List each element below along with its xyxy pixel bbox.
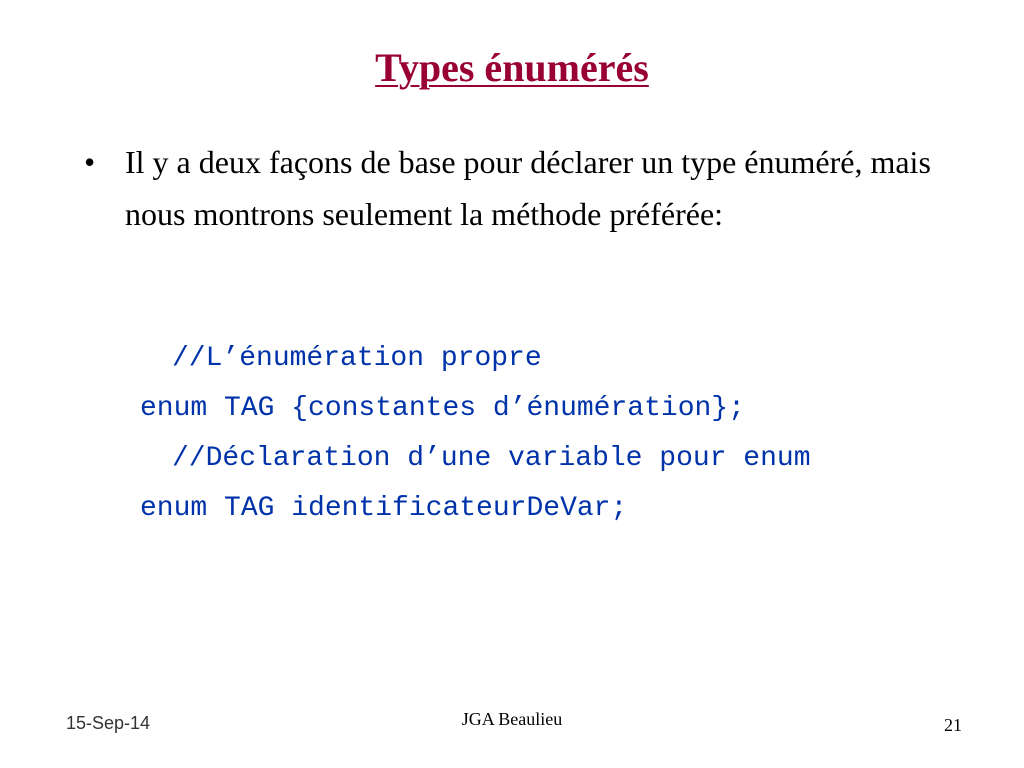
footer-page-number: 21 — [944, 715, 962, 735]
footer-date: 15-Sep-14 — [66, 713, 151, 733]
bullet-text: Il y a deux façons de base pour déclarer un type énuméré, mais nous montrons seulement la méthode préférée: — [125, 144, 931, 232]
code-comment-enumeration: //L’énumération propre — [172, 343, 542, 374]
bullet-item — [84, 136, 974, 240]
footer-author: JGA Beaulieu — [461, 709, 563, 729]
bullet-marker: • — [84, 144, 96, 180]
slide-title: Types énumérés — [375, 45, 649, 90]
code-variable-declaration: enum TAG identificateurDeVar; — [140, 493, 628, 524]
code-comment-variable: //Déclaration d’une variable pour enum — [172, 443, 811, 474]
code-enum-declaration: enum TAG {constantes d’énumération}; — [140, 393, 745, 424]
